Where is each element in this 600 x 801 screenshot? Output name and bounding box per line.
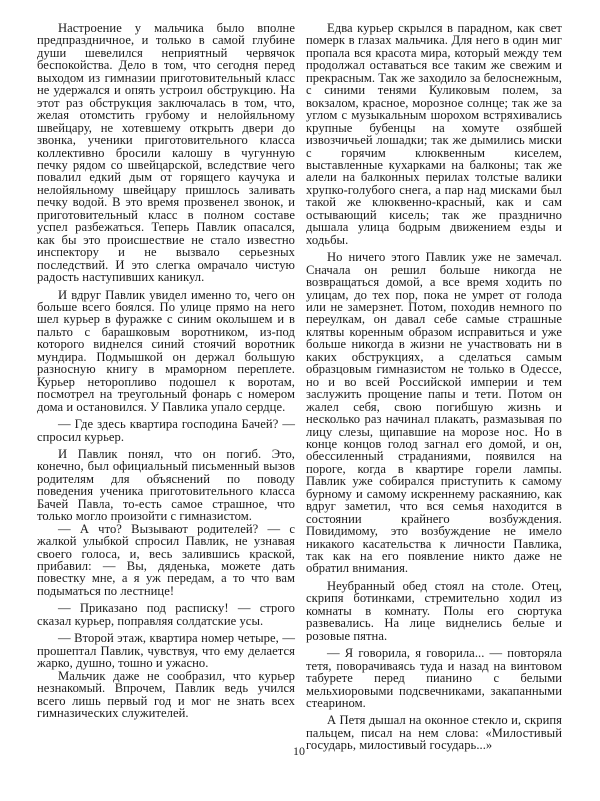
dialogue-paragraph: — А что? Вызывают родителей? — с жалкой улыбкой спросил Павлик, не узнавая своего голоса, и, весь залившись краской, прибавил: — Вы, дяденька, можете дать повестку мне, а я уж передам, а то что вам подыматься по лестнице! — [37, 521, 295, 598]
paragraph: И Павлик понял, что он погиб. Это, конечно, был официальный письменный вызов родителям для объяснений по поводу поведения ученика приготовительного класса Бачей Павла, то-есть самое страшное, что только могло произойти с гимназистом. — [37, 446, 295, 524]
dialogue-paragraph: — Я говорила, я говорила... — повторяла тетя, поворачиваясь туда и назад на винтовом табурете перед пианино с белыми мельхиоровыми подсвечниками, закапанными стеарином. — [306, 646, 562, 711]
paragraph: И вдруг Павлик увидел именно то, чего он больше всего боялся. По улице прямо на него шел курьер в фуражке с синим околышем и в пальто с барашковым воротником, из-под которого виднелся синий стоячий воротник мундира. Подмышкой он держал большую разносную книгу в мраморном переплете. Курьер неторопливо подошел к воротам, посмотрел на треугольный фонарь с номером дома и остановился. У Павлика упало сердце. — [37, 287, 295, 414]
paragraph: Едва курьер скрылся в парадном, как свет померк в глазах мальчика. Для него в один миг пропала вся красота мира, который между тем продолжал оставаться все таким же свежим и прекрасным. Так же заходило за белоснежным, с синими тенями Куликовым полем, за вокзалом, красное, морозное солнце; так же за углом с музыкальным шорохом встряхивались крупные бубенцы на хомуте озябшей извозчичьей лошадки; так же дымились миски с горячим клюквенным киселем, выставленные кухарками на балконы; так же алели на балконных перилах толстые валики хрупко-голубого снега, а пар над мисками был такой же клюквенно-красный, как и сам остывающий кисель; так же празднично дышала улица бодрым движением езды и ходьбы. — [306, 21, 562, 247]
right-text-column — [306, 22, 562, 752]
dialogue-paragraph: — Второй этаж, квартира номер четыре, — прошептал Павлик, чувствуя, что ему делается жарко, душно, тошно и ужасно. — [37, 631, 295, 671]
paragraph: Неубранный обед стоял на столе. Отец, скрипя ботинками, стремительно ходил из комнаты в комнату. Полы его сюртука развевались. На лице виднелись белые и розовые пятна. — [306, 578, 562, 643]
paragraph: А Петя дышал на оконное стекло и, скрипя пальцем, писал на нем слова: «Милостивый государь, милостивый государь...» — [306, 713, 562, 753]
dialogue-paragraph: — Приказано под расписку! — строго сказал курьер, поправляя солдатские усы. — [37, 601, 295, 628]
dialogue-paragraph: — Где здесь квартира господина Бачей? — спросил курьер. — [37, 417, 295, 444]
paragraph: Настроение у мальчика было вполне предпраздничное, и только в самой глубине души шевелился неприятный червячок беспокойства. Дело в том, что сегодня перед выходом из гимназии приготовительный класс не удержался и опять устроил обструкцию. На этот раз обструкция заключалась в том, что, желая отомстить грубому и нелойяльному швейцару, не хотевшему открыть двери до звонка, ученики приготовительного класса коллективно бросили калошу в чугунную печку рядом со швейцарской, вследствие чего повалил едкий дым от горящего каучука и нелойяльному швейцару пришлось заливать печку водой. В это время прозвенел звонок, и приготовительный класс в полном составе успел разбежаться. Теперь Павлик опасался, как бы это происшествие не стало известно инспектору и не вызвало серьезных последствий. И это слегка омрачало чистую радость наступивших каникул. — [37, 21, 295, 285]
left-text-column — [37, 22, 295, 719]
paragraph: Мальчик даже не сообразил, что курьер незнакомый. Впрочем, Павлик ведь учился всего лишь первый год и мог не знать всех гимназических служителей. — [37, 668, 295, 721]
page-number: 10 — [293, 744, 305, 758]
paragraph: Но ничего этого Павлик уже не замечал. Сначала он решил больше никогда не возвращаться домой, а все время ходить по улицам, до тех пор, пока не умрет от голода или не замерзнет. Потом, походив немного по переулкам, он давал себе самые страшные клятвы коренным образом исправиться и уже больше никогда в жизни не участвовать ни в каких обструкциях, а сделаться самым образцовым гимназистом не только в Одессе, но и во всей Российской империи и тем заслужить прощение папы и тети. Потом он жалел себя, свою погибшую жизнь и несколько раз начинал плакать, размазывая по лицу слезы, щипавшие на морозе нос. Но в конце концов голод загнал его домой, и он, обессиленный страданиями, появился на пороге, когда в квартире горели лампы. Павлик уже собирался приступить к самому бурному и самому искреннему раскаянию, как вдруг заметил, что вся семья находится в состоянии крайнего возбуждения. Повидимому, это возбуждение не имело никакого касательства к личности Павлика, так как на его появление никто даже не обратил внимания. — [306, 250, 562, 576]
